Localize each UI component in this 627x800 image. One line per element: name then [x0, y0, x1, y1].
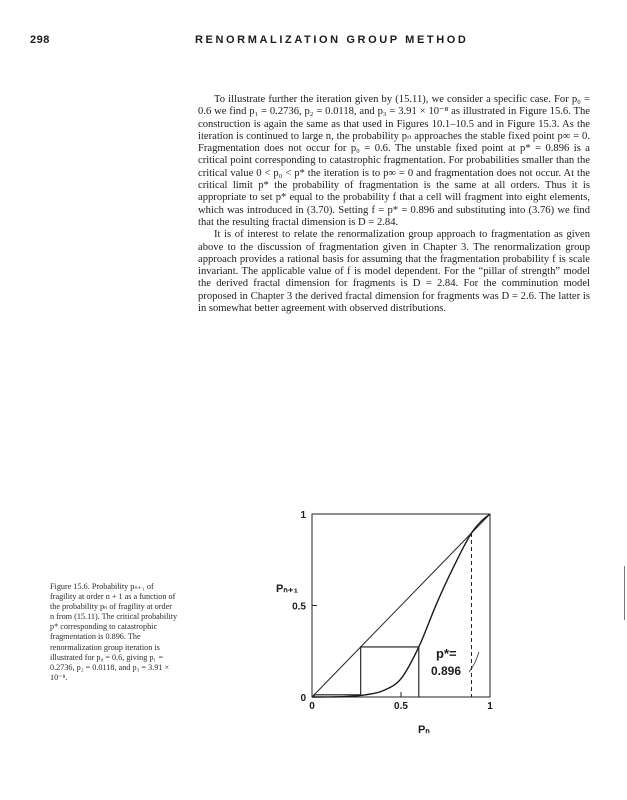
critical-annotation-label: p*=	[436, 646, 457, 661]
figure-caption: Figure 15.6. Probability pₙ₊₁ of fragility at order n + 1 as a function of the probability pₙ of fragility at order n from (15.11). The critical probability p* corresponding to catastrophic fragmentation is 0.896. The renormalization group iteration is illustrated for p₀ = 0.6, giving p₁ = 0.2736, p₂ = 0.0118, and p₃ = 3.91 × 10⁻⁸.	[50, 582, 178, 682]
paragraph-2: It is of interest to relate the renormalization group approach to fragmentation as given above to the discussion of fragmentation given in Chapter 3. The renormalization group approach provides a rational basis for assuming that the fragmentation probability f is scale invariant. The applicable value of f is model dependent. For the “pillar of strength” model the derived fractal dimension for fragments is D = 2.84. For the comminution model proposed in Chapter 3 the derived fractal dimension for fragments was D = 2.6. The latter is in somewhat better agreement with observed distributions.	[198, 229, 590, 315]
x-tick-label: 0.5	[394, 701, 408, 712]
page-number: 298	[30, 34, 50, 46]
annotation-leader	[469, 652, 479, 672]
y-tick-label: 0.5	[292, 601, 306, 613]
x-tick-label: 0	[309, 701, 315, 712]
critical-annotation-value: 0.896	[431, 664, 462, 678]
iteration-path	[314, 647, 419, 697]
y-axis-label: Pₙ₊₁	[276, 583, 299, 595]
x-axis-label: Pₙ	[418, 724, 430, 736]
identity-line	[312, 514, 490, 697]
running-head: RENORMALIZATION GROUP METHOD	[195, 34, 469, 46]
y-tick-label: 0	[300, 693, 306, 704]
y-tick-label: 1	[300, 510, 306, 521]
paragraph-1: To illustrate further the iteration given by (15.11), we consider a specific case. For p₀ = 0.6 we find p₁ = 0.2736, p₂ = 0.0118, and p₃ = 3.91 × 10⁻⁸ as illustrated in Figure 15.6. The construction is again the same as that used in Figures 10.1–10.5 and in Figure 15.3. As the iteration is continued to large n, the probability pₙ approaches the stable fixed point p∞ = 0. Fragmentation does not occur for p₀ = 0.6. The unstable fixed point at p* = 0.896 is a critical point corresponding to catastrophic fragmentation. For probabilities smaller than the critical value 0 < p₀ < p* the iteration is to p∞ = 0 and fragmentation does not occur. At the critical limit p* the probability of fragmentation is the same at all orders. Thus it is appropriate to set p* equal to the probability f that a cell will fragment into eight elements, which was introduced in (3.70). Setting f = p* = 0.896 and substituting into (3.76) we find that the resulting fractal dimension is D = 2.84.	[198, 94, 590, 228]
x-tick-label: 1	[487, 701, 493, 712]
